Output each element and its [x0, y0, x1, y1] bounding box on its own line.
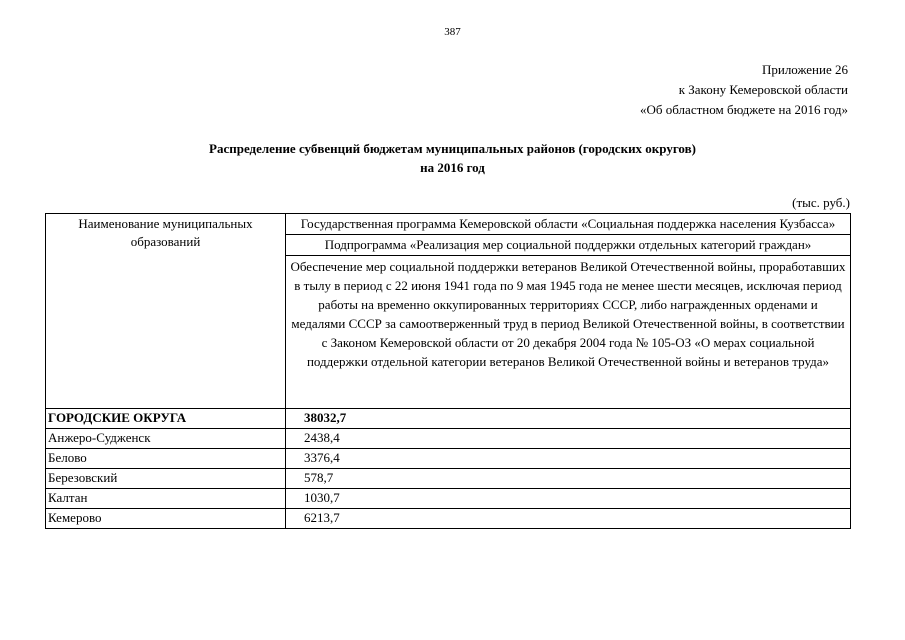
- measure-header: Обеспечение мер социальной поддержки ветеранов Великой Отечественной войны, проработавших в тылу в период с 22 июня 1941 года по 9 мая 1945 года не менее шести месяцев, исключая период работы на временно оккупированных территориях СССР, либо награжденных орденами и медалями СССР за самоотверженный труд в период Великой Отечественной войны, в соответствии с Законом Кемеровской области от 20 декабря 2004 года № 105-ОЗ «О мерах социальной поддержки отдельной категории ветеранов Великой Отечественной войны и ветеранов труда»: [286, 256, 851, 409]
- row-name: Кемерово: [46, 509, 286, 529]
- table-row: [46, 469, 851, 489]
- appendix-line-2: к Закону Кемеровской области: [678, 82, 848, 97]
- row-value: 6213,7: [286, 509, 851, 529]
- row-name: Калтан: [46, 489, 286, 509]
- subsidy-table: [45, 213, 851, 529]
- table-row: [46, 509, 851, 529]
- title-line-1: Распределение субвенций бюджетам муниципальных районов (городских округов): [209, 141, 696, 156]
- table-row: [46, 429, 851, 449]
- row-value: 2438,4: [286, 429, 851, 449]
- row-value: 578,7: [286, 469, 851, 489]
- appendix-line-3: «Об областном бюджете на 2016 год»: [640, 102, 848, 117]
- appendix-line-1: Приложение 26: [761, 62, 848, 77]
- units-label: (тыс. руб.): [792, 195, 850, 210]
- table-row: [46, 489, 851, 509]
- row-name: ГОРОДСКИЕ ОКРУГА: [46, 409, 286, 429]
- subprogram-header: Подпрограмма «Реализация мер социальной поддержки отдельных категорий граждан»: [286, 235, 851, 256]
- row-value: 3376,4: [286, 449, 851, 469]
- row-name: Анжеро-Судженск: [46, 429, 286, 449]
- row-value: 38032,7: [286, 409, 851, 429]
- appendix-block: [640, 60, 848, 120]
- document-title: [0, 139, 905, 177]
- column-header-municipality: Наименование муниципальных образований: [46, 214, 286, 409]
- row-name: Белово: [46, 449, 286, 469]
- row-name: Березовский: [46, 469, 286, 489]
- row-value: 1030,7: [286, 489, 851, 509]
- page-number: 387: [444, 26, 461, 38]
- table-row: [46, 449, 851, 469]
- table-row-total: [46, 409, 851, 429]
- program-header: Государственная программа Кемеровской области «Социальная поддержка населения Кузбасса»: [286, 214, 851, 235]
- title-line-2: на 2016 год: [420, 160, 485, 175]
